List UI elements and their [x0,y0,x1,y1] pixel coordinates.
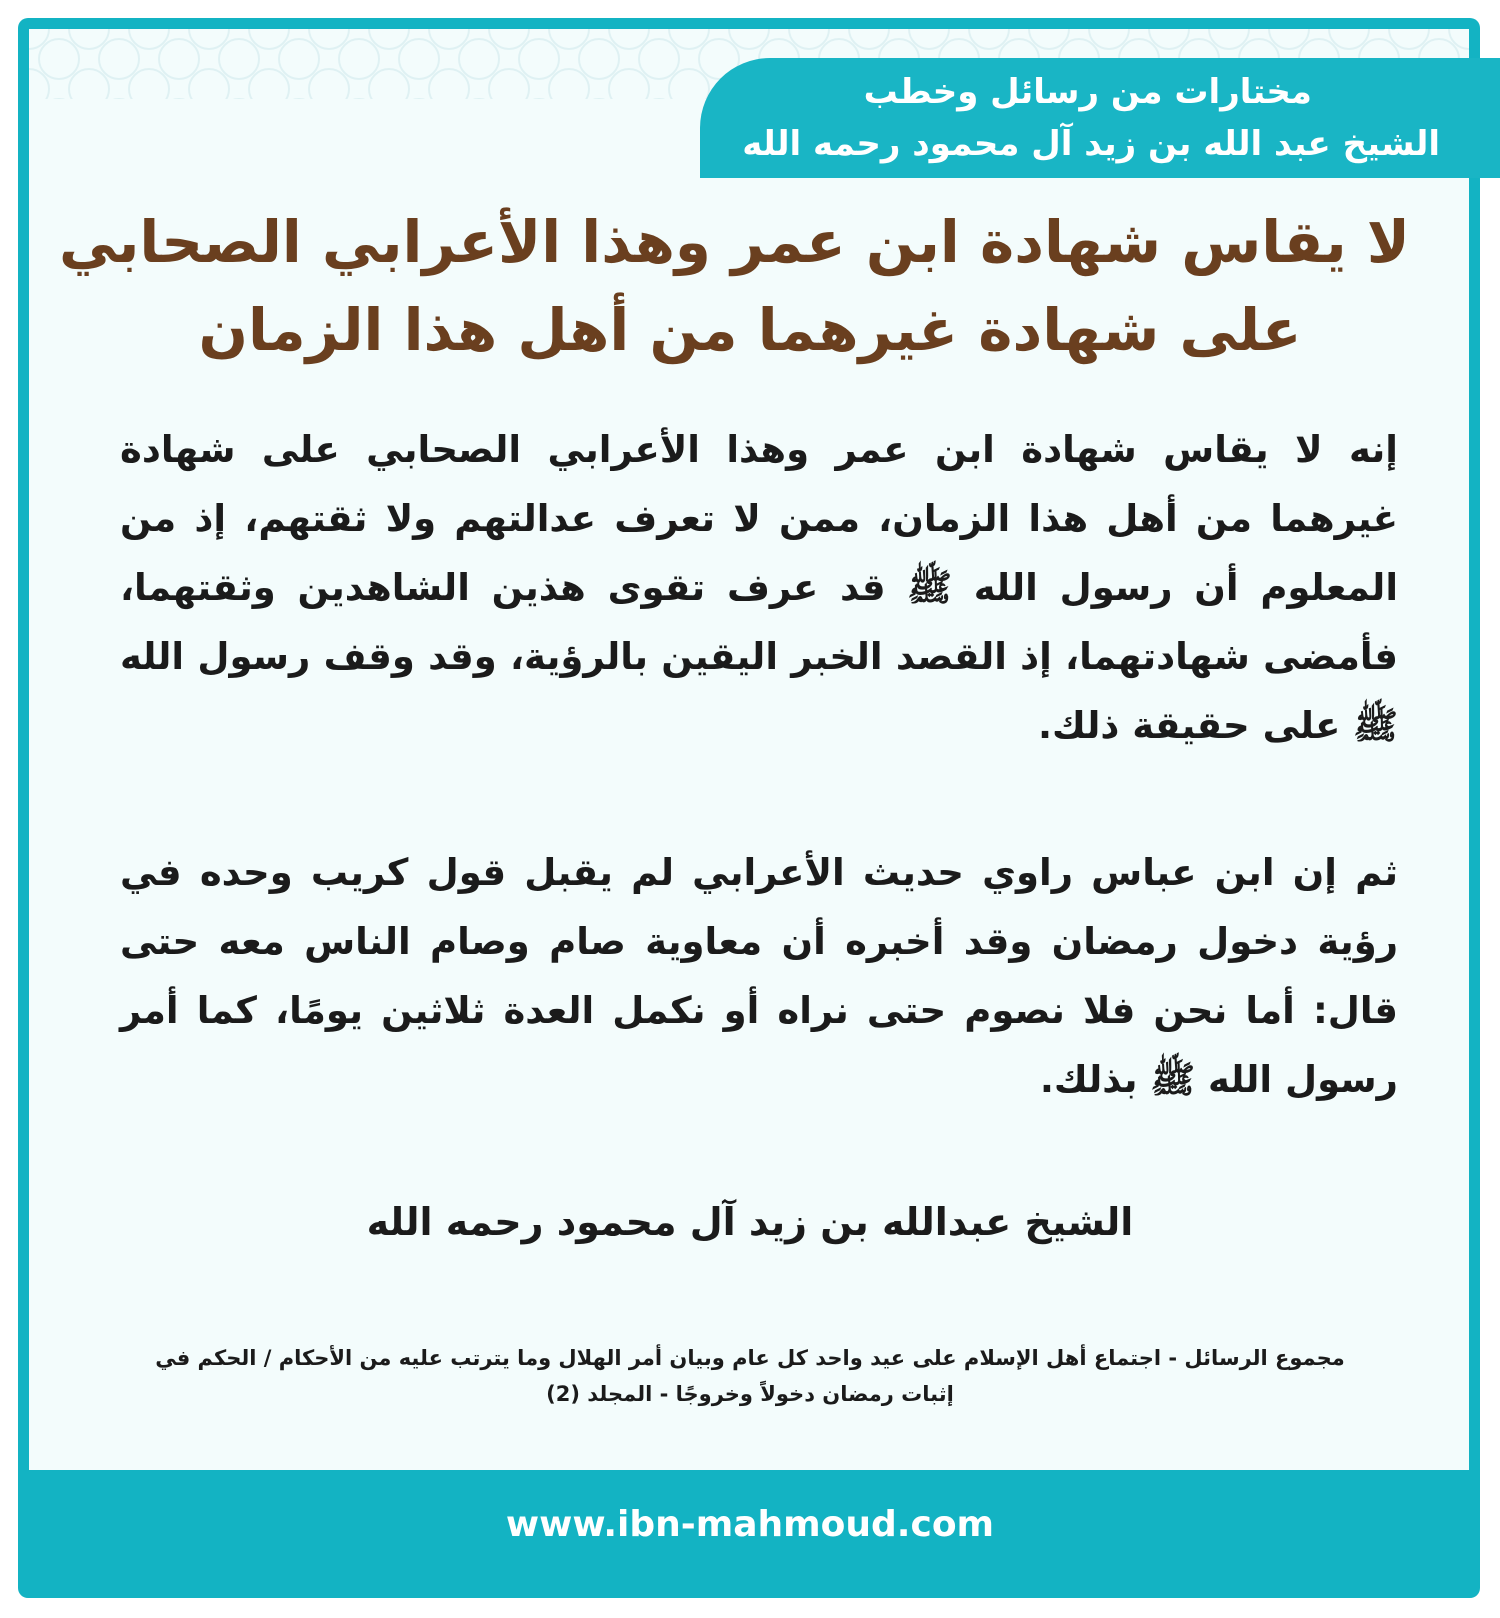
body-paragraph-2: ثم إن ابن عباس راوي حديث الأعرابي لم يقبل قول كريب وحده في رؤية دخول رمضان وقد أخبره أن معاوية صام وصام الناس معه حتى قال: أما نحن فلا نصوم حتى نراه أو نكمل العدة ثلاثين يومًا، كما أمر رسول الله ﷺ بذلك. [120,851,1398,1101]
source-line-2: إثبات رمضان دخولاً وخروجًا - المجلد (2) [546,1382,954,1406]
article-title-line-2: على شهادة غيرهما من أهل هذا الزمان [198,296,1302,364]
source-line-1: مجموع الرسائل - اجتماع أهل الإسلام على عيد واحد كل عام وبيان أمر الهلال وما يترتب عليه من الأحكام / الحكم في [155,1346,1345,1370]
body-paragraph-1: إنه لا يقاس شهادة ابن عمر وهذا الأعرابي الصحابي على شهادة غيرهما من أهل هذا الزمان، ممن لا تعرف عدالتهم ولا ثقتهم، إذ من المعلوم أن رسول الله ﷺ قد عرف تقوى هذين الشاهدين وثقتهما، فأمضى شهادتهما، إذ القصد الخبر اليقين بالرؤية، وقد وقف رسول الله ﷺ على حقيقة ذلك. [120,428,1398,747]
article-title-line-1: لا يقاس شهادة ابن عمر وهذا الأعرابي الصحابي [58,208,1410,276]
series-title: مختارات من رسائل وخطب [863,72,1312,112]
source-citation [150,1340,1350,1412]
website-link[interactable]: www.ibn-mahmoud.com [505,1504,995,1545]
author-signature: الشيخ عبدالله بن زيد آل محمود رحمه الله [366,1200,1134,1244]
author-header: الشيخ عبد الله بن زيد آل محمود رحمه الله [742,124,1440,164]
